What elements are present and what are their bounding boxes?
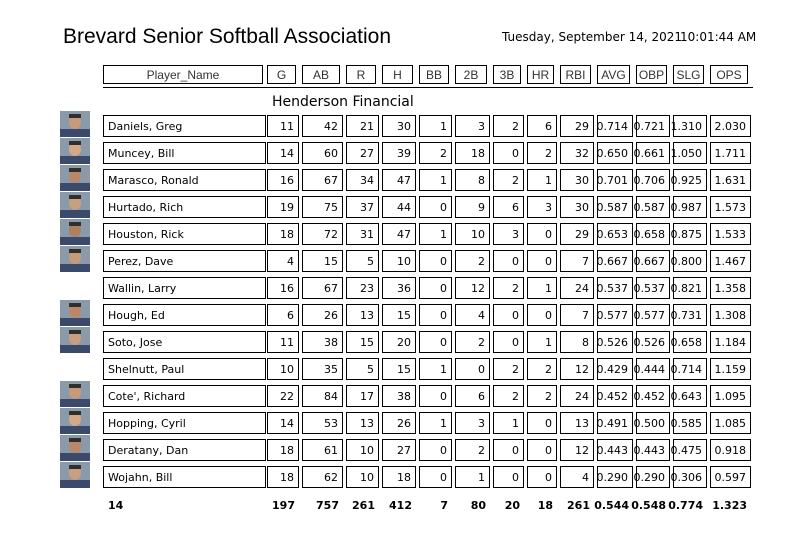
stat-ops: 1.358 [710,277,751,299]
stat-r: 10 [346,439,379,461]
stat-2b: 1 [455,466,490,488]
stat-slg: 0.925 [673,169,707,191]
player-name: Daniels, Greg [103,115,266,137]
stat-3b: 0 [493,331,524,353]
stat-h: 10 [382,250,416,272]
stat-avg: 0.650 [597,142,633,164]
stat-avg: 0.577 [597,304,633,326]
stat-obp: 0.706 [636,169,670,191]
player-photo [60,327,90,353]
stat-h: 20 [382,331,416,353]
player-row [0,250,812,272]
player-name: Hough, Ed [103,304,266,326]
stat-3b: 0 [493,304,524,326]
total-r: 261 [352,498,375,512]
total-players: 14 [108,498,124,512]
stat-ops: 1.533 [710,223,751,245]
total-rbi: 261 [567,498,590,512]
stat-3b: 6 [493,196,524,218]
player-name: Deratany, Dan [103,439,266,461]
stat-2b: 2 [455,250,490,272]
player-photo [60,300,90,326]
stat-ops: 1.573 [710,196,751,218]
stat-g: 16 [267,169,299,191]
stat-slg: 0.306 [673,466,707,488]
stat-h: 47 [382,223,416,245]
stat-hr: 0 [527,250,557,272]
stat-bb: 1 [419,223,452,245]
player-row [0,466,812,488]
total-hr: 18 [537,498,553,512]
player-photo [60,435,90,461]
stat-3b: 2 [493,358,524,380]
stat-2b: 6 [455,385,490,407]
stat-bb: 0 [419,385,452,407]
stat-g: 16 [267,277,299,299]
stat-g: 11 [267,115,299,137]
stat-hr: 6 [527,115,557,137]
stat-avg: 0.653 [597,223,633,245]
column-header-obp: OBP [636,65,667,84]
player-photo [60,111,90,137]
stat-g: 6 [267,304,299,326]
stat-r: 13 [346,412,379,434]
column-header-ab: AB [302,65,340,84]
stat-3b: 1 [493,412,524,434]
total-bb: 7 [440,498,448,512]
stat-hr: 1 [527,331,557,353]
stat-obp: 0.500 [636,412,670,434]
stat-r: 27 [346,142,379,164]
stat-obp: 0.667 [636,250,670,272]
column-header-hr: HR [527,65,554,84]
stat-bb: 0 [419,439,452,461]
player-name: Cote', Richard [103,385,266,407]
stat-ops: 1.631 [710,169,751,191]
stat-avg: 0.290 [597,466,633,488]
player-name: Marasco, Ronald [103,169,266,191]
report-time: 10:01:44 AM [680,30,757,44]
stat-rbi: 29 [560,223,594,245]
stat-h: 39 [382,142,416,164]
player-name: Hopping, Cyril [103,412,266,434]
stat-hr: 3 [527,196,557,218]
stat-obp: 0.721 [636,115,670,137]
column-header-ops: OPS [710,65,748,84]
player-row [0,196,812,218]
player-name: Perez, Dave [103,250,266,272]
stat-rbi: 7 [560,250,594,272]
stat-2b: 2 [455,439,490,461]
stat-r: 31 [346,223,379,245]
stat-obp: 0.537 [636,277,670,299]
stat-r: 13 [346,304,379,326]
stat-ops: 1.095 [710,385,751,407]
stat-h: 47 [382,169,416,191]
stat-h: 30 [382,115,416,137]
player-name: Houston, Rick [103,223,266,245]
stat-r: 5 [346,250,379,272]
column-header-h: H [382,65,413,84]
column-header-slg: SLG [673,65,704,84]
column-header-player-name: Player_Name [103,65,263,84]
stat-r: 15 [346,331,379,353]
player-photo [60,219,90,245]
stat-hr: 0 [527,304,557,326]
stat-bb: 1 [419,358,452,380]
stat-slg: 0.643 [673,385,707,407]
stat-r: 10 [346,466,379,488]
stat-r: 21 [346,115,379,137]
stat-ab: 42 [302,115,343,137]
stat-ab: 61 [302,439,343,461]
stat-rbi: 13 [560,412,594,434]
stat-ab: 62 [302,466,343,488]
stat-bb: 0 [419,250,452,272]
stat-hr: 0 [527,223,557,245]
stat-obp: 0.577 [636,304,670,326]
stat-obp: 0.443 [636,439,670,461]
team-name: Henderson Financial [272,94,414,110]
player-name: Wallin, Larry [103,277,266,299]
player-row [0,277,812,299]
total-avg: 0.544 [594,498,629,512]
player-name: Shelnutt, Paul [103,358,266,380]
stat-h: 38 [382,385,416,407]
stat-slg: 0.821 [673,277,707,299]
player-row [0,358,812,380]
stat-ab: 84 [302,385,343,407]
stat-ops: 1.085 [710,412,751,434]
column-header-rbi: RBI [560,65,591,84]
stat-avg: 0.526 [597,331,633,353]
column-header-avg: AVG [597,65,630,84]
stat-g: 18 [267,466,299,488]
stat-2b: 3 [455,412,490,434]
stat-3b: 2 [493,115,524,137]
stat-ops: 1.711 [710,142,751,164]
stat-hr: 2 [527,358,557,380]
stat-ab: 60 [302,142,343,164]
stat-2b: 3 [455,115,490,137]
stat-bb: 0 [419,277,452,299]
stat-rbi: 29 [560,115,594,137]
stat-3b: 2 [493,169,524,191]
column-header-2b: 2B [455,65,487,84]
stat-g: 18 [267,223,299,245]
stat-rbi: 30 [560,169,594,191]
stat-2b: 0 [455,358,490,380]
player-row [0,385,812,407]
stat-obp: 0.526 [636,331,670,353]
column-header-bb: BB [419,65,449,84]
stat-slg: 1.310 [673,115,707,137]
stat-obp: 0.452 [636,385,670,407]
stat-avg: 0.701 [597,169,633,191]
total-ab: 757 [316,498,339,512]
stat-3b: 0 [493,250,524,272]
stat-obp: 0.658 [636,223,670,245]
column-header-3b: 3B [493,65,521,84]
stat-rbi: 24 [560,385,594,407]
player-photo [60,165,90,191]
stat-rbi: 24 [560,277,594,299]
stat-r: 23 [346,277,379,299]
stat-2b: 18 [455,142,490,164]
stat-ab: 26 [302,304,343,326]
stat-2b: 2 [455,331,490,353]
stat-bb: 1 [419,115,452,137]
player-photo [60,408,90,434]
stat-2b: 8 [455,169,490,191]
stat-ops: 1.184 [710,331,751,353]
stat-slg: 0.987 [673,196,707,218]
stat-3b: 3 [493,223,524,245]
stat-2b: 4 [455,304,490,326]
stat-slg: 0.475 [673,439,707,461]
stat-avg: 0.587 [597,196,633,218]
stat-g: 14 [267,412,299,434]
column-header-r: R [346,65,376,84]
player-photo [60,192,90,218]
stat-ab: 67 [302,169,343,191]
stat-h: 44 [382,196,416,218]
stat-g: 19 [267,196,299,218]
stat-bb: 0 [419,196,452,218]
total-2b: 80 [470,498,486,512]
stat-bb: 0 [419,331,452,353]
stat-hr: 0 [527,412,557,434]
stat-h: 36 [382,277,416,299]
stat-hr: 2 [527,142,557,164]
stat-hr: 2 [527,385,557,407]
report-date: Tuesday, September 14, 2021 [502,30,683,44]
stat-avg: 0.452 [597,385,633,407]
stat-hr: 0 [527,439,557,461]
stat-ops: 1.159 [710,358,751,380]
stat-rbi: 8 [560,331,594,353]
stat-2b: 10 [455,223,490,245]
stat-g: 10 [267,358,299,380]
stat-rbi: 12 [560,358,594,380]
stat-r: 5 [346,358,379,380]
player-row [0,223,812,245]
total-ops: 1.323 [712,498,747,512]
column-header-g: G [267,65,296,84]
player-photo [60,381,90,407]
stat-r: 34 [346,169,379,191]
report-title: Brevard Senior Softball Association [63,25,392,48]
total-obp: 0.548 [631,498,666,512]
stat-rbi: 4 [560,466,594,488]
stat-ab: 15 [302,250,343,272]
stat-slg: 0.731 [673,304,707,326]
player-row [0,169,812,191]
player-name: Wojahn, Bill [103,466,266,488]
stat-g: 4 [267,250,299,272]
stat-ops: 0.918 [710,439,751,461]
stat-avg: 0.667 [597,250,633,272]
stat-slg: 1.050 [673,142,707,164]
stat-ab: 35 [302,358,343,380]
stat-h: 15 [382,358,416,380]
stat-ops: 2.030 [710,115,751,137]
player-photo [60,246,90,272]
player-row [0,142,812,164]
player-name: Muncey, Bill [103,142,266,164]
stat-bb: 0 [419,304,452,326]
stat-r: 17 [346,385,379,407]
stat-avg: 0.429 [597,358,633,380]
stat-rbi: 7 [560,304,594,326]
stat-ab: 67 [302,277,343,299]
stat-bb: 0 [419,466,452,488]
stat-slg: 0.585 [673,412,707,434]
player-name: Soto, Jose [103,331,266,353]
stat-obp: 0.587 [636,196,670,218]
stat-h: 26 [382,412,416,434]
stat-bb: 2 [419,142,452,164]
stat-r: 37 [346,196,379,218]
player-name: Hurtado, Rich [103,196,266,218]
stat-3b: 2 [493,385,524,407]
totals-row [0,497,812,513]
stat-3b: 0 [493,439,524,461]
total-h: 412 [389,498,412,512]
stat-ab: 38 [302,331,343,353]
stat-ops: 1.308 [710,304,751,326]
stat-avg: 0.537 [597,277,633,299]
total-slg: 0.774 [668,498,703,512]
stat-bb: 1 [419,412,452,434]
stat-avg: 0.443 [597,439,633,461]
stat-2b: 12 [455,277,490,299]
player-row [0,439,812,461]
stat-bb: 1 [419,169,452,191]
stat-h: 15 [382,304,416,326]
stat-ab: 75 [302,196,343,218]
stat-obp: 0.444 [636,358,670,380]
stat-ops: 0.597 [710,466,751,488]
stat-g: 14 [267,142,299,164]
player-row [0,331,812,353]
stat-hr: 1 [527,169,557,191]
total-3b: 20 [504,498,520,512]
player-row [0,304,812,326]
stat-hr: 0 [527,466,557,488]
stat-ab: 72 [302,223,343,245]
player-row [0,115,812,137]
stat-3b: 2 [493,277,524,299]
stat-rbi: 12 [560,439,594,461]
stat-rbi: 30 [560,196,594,218]
stat-g: 22 [267,385,299,407]
stat-slg: 0.875 [673,223,707,245]
stat-obp: 0.290 [636,466,670,488]
stat-h: 27 [382,439,416,461]
stat-2b: 9 [455,196,490,218]
player-row [0,412,812,434]
stat-rbi: 32 [560,142,594,164]
total-g: 197 [272,498,295,512]
stat-avg: 0.491 [597,412,633,434]
stat-3b: 0 [493,466,524,488]
stat-ops: 1.467 [710,250,751,272]
stat-slg: 0.800 [673,250,707,272]
stat-hr: 1 [527,277,557,299]
stat-ab: 53 [302,412,343,434]
stat-h: 18 [382,466,416,488]
stat-3b: 0 [493,142,524,164]
stat-g: 18 [267,439,299,461]
stat-slg: 0.714 [673,358,707,380]
stat-g: 11 [267,331,299,353]
header-divider [103,87,753,88]
stat-obp: 0.661 [636,142,670,164]
player-photo [60,138,90,164]
player-photo [60,462,90,488]
stat-avg: 0.714 [597,115,633,137]
stat-slg: 0.658 [673,331,707,353]
